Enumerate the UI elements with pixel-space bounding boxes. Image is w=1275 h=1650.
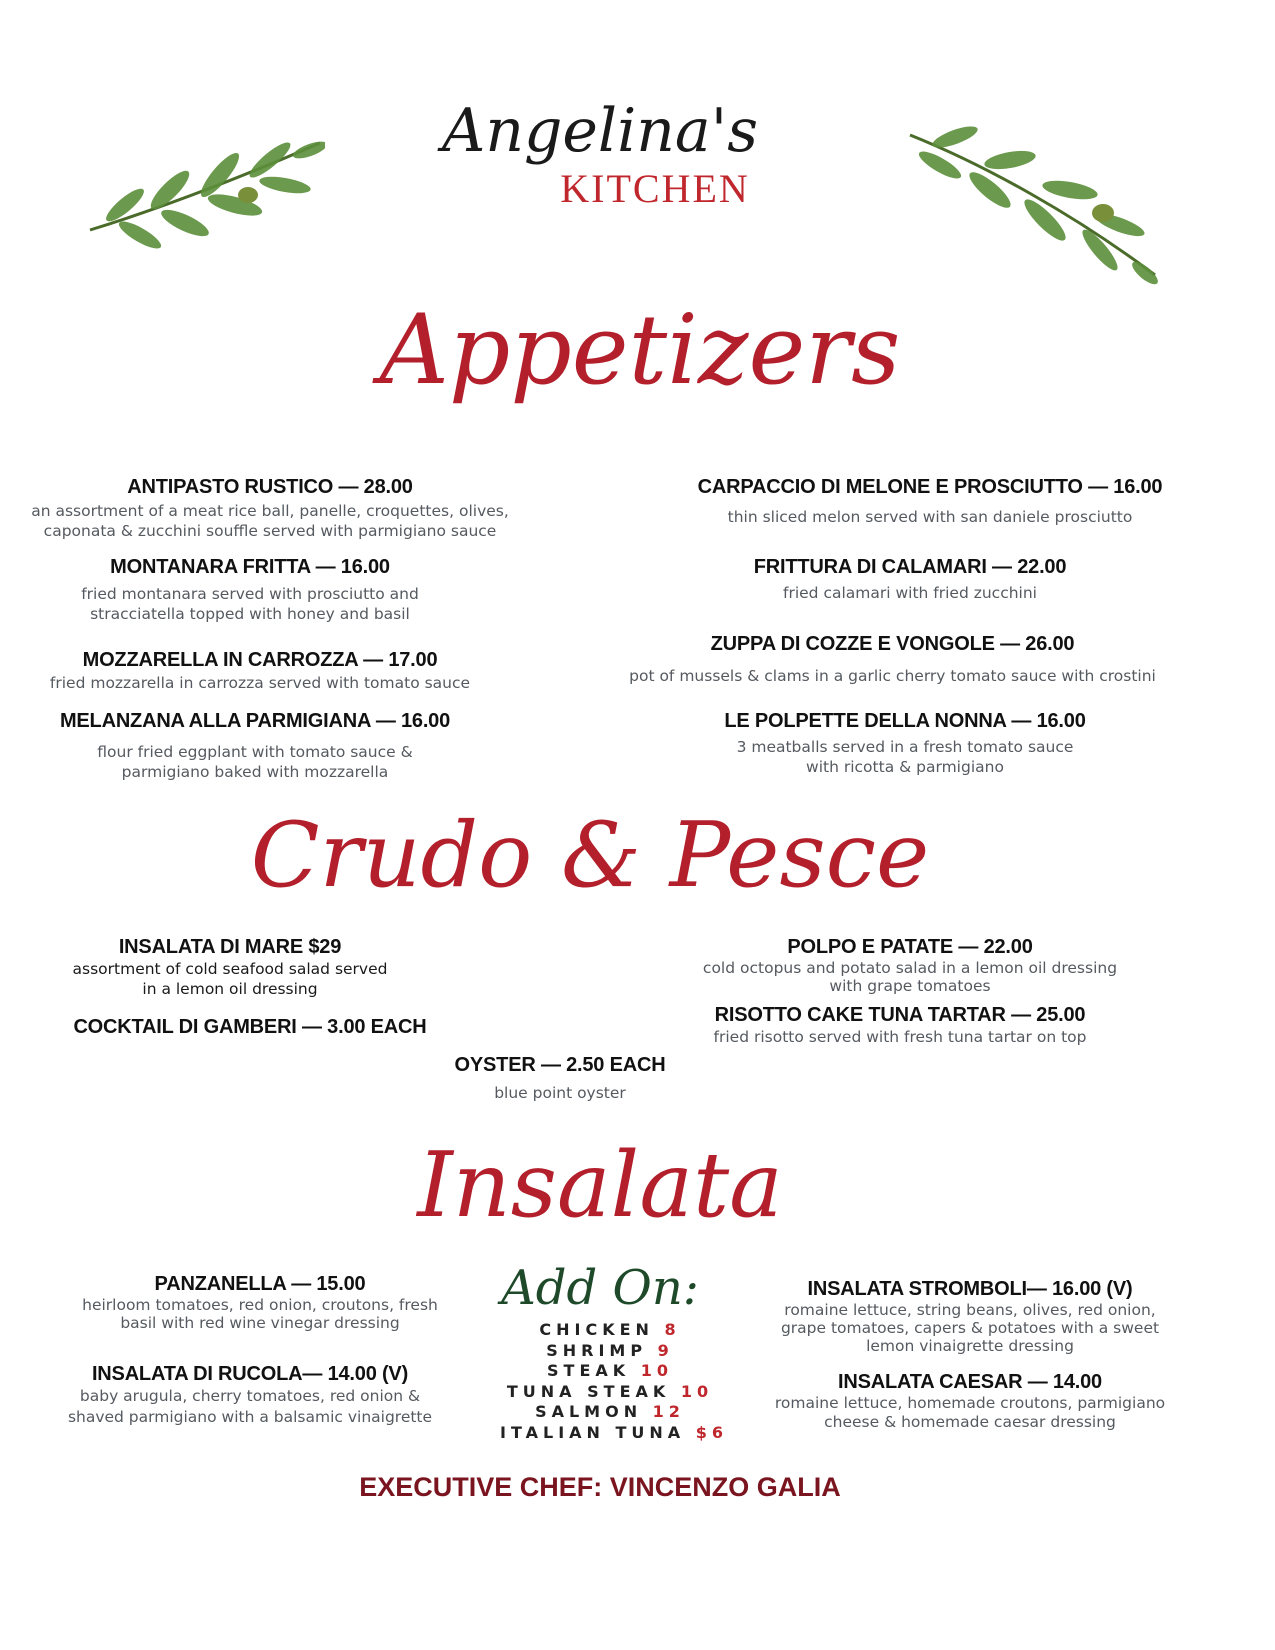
- olive-branch-right-icon: [905, 125, 1160, 285]
- menu-item: [20, 556, 480, 624]
- section-heading-insalata: Insalata: [417, 1133, 783, 1238]
- add-on-item: [500, 1402, 720, 1423]
- menu-item: [20, 476, 520, 541]
- menu-item: [660, 936, 1160, 995]
- menu-item-title: ZUPPA DI COZZE E VONGOLE — 26.00: [710, 633, 1075, 655]
- menu-item-desc: fried montanara served with prosciutto and stracciatella topped with honey and basil: [81, 585, 419, 623]
- menu-item-title: INSALATA DI RUCOLA— 14.00 (V): [91, 1363, 409, 1385]
- menu-item-desc: heirloom tomatoes, red onion, croutons, fresh basil with red wine vinegar dressing: [82, 1296, 438, 1332]
- restaurant-logo: [420, 95, 780, 211]
- menu-item-desc: assortment of cold seafood salad served in a lemon oil dressing: [72, 960, 388, 998]
- menu-item-title: RISOTTO CAKE TUNA TARTAR — 25.00: [714, 1004, 1086, 1026]
- menu-item-title: MOZZARELLA IN CARROZZA — 17.00: [82, 649, 438, 671]
- add-on-item-name: STEAK: [547, 1361, 631, 1380]
- menu-item: [620, 556, 1200, 603]
- add-on-item-name: CHICKEN: [539, 1320, 654, 1339]
- add-on-item-price: 9: [657, 1340, 674, 1360]
- menu-item: [30, 1016, 470, 1039]
- menu-item-desc: baby arugula, cherry tomatoes, red onion & shaved parmigiano with a balsamic vinaigrette: [67, 1387, 433, 1426]
- menu-item-title: INSALATA CAESAR — 14.00: [838, 1371, 1102, 1393]
- menu-item-desc: fried risotto served with fresh tuna tartar on top: [713, 1028, 1087, 1046]
- menu-item: [660, 1004, 1140, 1047]
- menu-item-title: OYSTER — 2.50 EACH: [454, 1054, 666, 1076]
- menu-item-desc: romaine lettuce, string beans, olives, red onion, grape tomatoes, capers & potatoes with a sweet lemon vinaigrette dressing: [780, 1301, 1160, 1355]
- menu-item-title: MELANZANA ALLA PARMIGIANA — 16.00: [59, 710, 451, 732]
- add-on-item: [500, 1422, 729, 1444]
- add-on-list: [500, 1258, 729, 1443]
- add-on-item-name: ITALIAN TUNA: [500, 1422, 686, 1442]
- menu-item-title: FRITTURA DI CALAMARI — 22.00: [753, 556, 1067, 578]
- menu-item-desc: romaine lettuce, homemade croutons, parmigiano cheese & homemade caesar dressing: [774, 1394, 1166, 1431]
- add-on-item-name: SALMON: [535, 1402, 643, 1421]
- menu-item: [20, 649, 500, 693]
- executive-chef: EXECUTIVE CHEF: VINCENZO GALIA: [359, 1472, 841, 1502]
- add-on-item: [500, 1320, 720, 1341]
- add-on-heading: Add On:: [501, 1260, 699, 1316]
- add-on-item-name: TUNA STEAK: [506, 1381, 671, 1401]
- menu-item: [20, 710, 490, 782]
- add-on-item-price: 12: [652, 1402, 685, 1421]
- menu-item-desc: fried mozzarella in carrozza served with tomato sauce: [49, 674, 471, 692]
- menu-item-title: CARPACCIO DI MELONE E PROSCIUTTO — 16.00: [697, 476, 1163, 498]
- menu-item-title: LE POLPETTE DELLA NONNA — 16.00: [724, 710, 1086, 732]
- menu-item: [620, 476, 1240, 527]
- menu-item-title: PANZANELLA — 15.00: [154, 1273, 366, 1295]
- menu-item: [50, 1273, 470, 1332]
- menu-item-desc: thin sliced melon served with san daniele prosciutto: [727, 508, 1133, 526]
- add-on-items: [500, 1320, 729, 1443]
- menu-item: [760, 1371, 1180, 1432]
- section-heading-crudo: Crudo & Pesce: [250, 803, 930, 908]
- add-on-item-price: 10: [640, 1361, 673, 1380]
- menu-item-title: ANTIPASTO RUSTICO — 28.00: [127, 476, 413, 498]
- menu-item-desc: 3 meatballs served in a fresh tomato sauce with ricotta & parmigiano: [736, 738, 1074, 776]
- menu-item: [410, 1054, 710, 1103]
- add-on-item-name: SHRIMP: [546, 1340, 648, 1360]
- add-on-item: [500, 1361, 720, 1382]
- menu-item: [30, 936, 430, 999]
- section-heading-appetizers: Appetizers: [379, 294, 901, 406]
- menu-item: [760, 1278, 1180, 1355]
- logo-script: Angelina's: [442, 96, 758, 166]
- olive-branch-left-icon: [85, 135, 325, 275]
- menu-item-title: COCKTAIL DI GAMBERI — 3.00 EACH: [73, 1016, 427, 1038]
- menu-item: [50, 1363, 450, 1428]
- menu-item-desc: flour fried eggplant with tomato sauce & parmigiano baked with mozzarella: [97, 743, 413, 781]
- menu-item-title: INSALATA STROMBOLI— 16.00 (V): [807, 1278, 1133, 1300]
- menu-item-title: POLPO E PATATE — 22.00: [787, 936, 1033, 958]
- add-on-item: [500, 1382, 720, 1403]
- add-on-item: [500, 1341, 720, 1362]
- menu-item-title: INSALATA DI MARE $29: [118, 936, 342, 958]
- menu-item-desc: an assortment of a meat rice ball, panelle, croquettes, olives, caponata & zucchini souffle served with parmigiano sauce: [31, 502, 509, 540]
- add-on-item-price: $6: [695, 1422, 729, 1442]
- menu-item-desc: cold octopus and potato salad in a lemon oil dressing with grape tomatoes: [702, 959, 1118, 995]
- menu-item-desc: pot of mussels & clams in a garlic cherry tomato sauce with crostini: [629, 667, 1156, 685]
- add-on-item-price: 10: [680, 1381, 714, 1401]
- menu-item-title: MONTANARA FRITTA — 16.00: [110, 556, 390, 578]
- menu-item-desc: blue point oyster: [494, 1084, 626, 1102]
- add-on-item-price: 8: [664, 1320, 681, 1339]
- logo-word: KITCHEN: [560, 166, 750, 211]
- menu-item-desc: fried calamari with fried zucchini: [783, 584, 1037, 602]
- menu-item: [615, 633, 1170, 686]
- menu-item: [620, 710, 1190, 777]
